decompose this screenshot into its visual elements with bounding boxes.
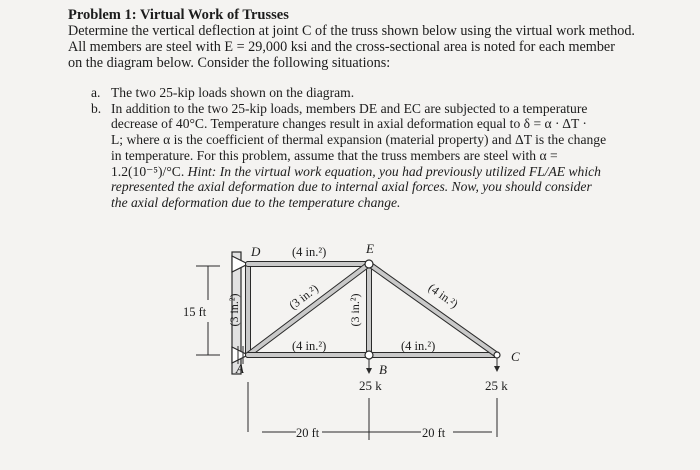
problem-title: Problem 1: Virtual Work of Trusses — [68, 7, 289, 23]
span-label-bc: 20 ft — [422, 426, 446, 440]
joint-b — [365, 351, 373, 359]
item-line: In addition to the two 25-kip loads, members DE and EC are subjected to a temperature — [111, 100, 588, 116]
area-label-ec: (4 in.²) — [425, 280, 461, 311]
hint-text: Hint: In the virtual work equation, you had previously utilized FL/AE which — [187, 163, 601, 179]
area-label-de: (4 in.²) — [292, 245, 327, 259]
item-line: The two 25-kip loads shown on the diagram. — [111, 85, 355, 100]
height-label: 15 ft — [183, 305, 207, 319]
alpha-value: 1.2(10⁻⁵)/°C. — [111, 163, 185, 179]
item-line: decrease of 40°C. Temperature changes result in axial deformation equal to δ = α · ΔT · — [111, 116, 587, 132]
load-label-b: 25 k — [359, 378, 382, 393]
area-label-ae: (3 in.²) — [286, 281, 321, 313]
item-line: L; where α is the coefficient of thermal expansion (material property) and ΔT is the change — [111, 132, 607, 148]
item-marker: b. — [91, 100, 102, 116]
span-label-ab: 20 ft — [296, 426, 320, 440]
joint-e — [365, 260, 373, 268]
joint-label-b: B — [379, 362, 387, 377]
joint-c — [494, 352, 500, 358]
area-label-bc: (4 in.²) — [401, 339, 436, 353]
load-label-c: 25 k — [485, 378, 508, 393]
joint-label-d: D — [251, 244, 261, 259]
joint-label-e: E — [366, 241, 374, 256]
hint-line: represented the axial deformation due to internal axial forces. Now, you should consider — [111, 179, 592, 195]
area-label-ad: (3 in.²) — [227, 293, 241, 327]
statement-line: on the diagram below. Consider the following situations: — [68, 54, 391, 71]
joint-label-a: A — [236, 361, 244, 376]
load-arrow-c — [494, 358, 500, 372]
statement-line: Determine the vertical deflection at joint C of the truss shown below using the virtual work method. — [68, 23, 635, 39]
truss-members — [248, 264, 497, 355]
hint-line: the axial deformation due to the temperature change. — [111, 194, 401, 210]
statement-line: All members are steel with E = 29,000 ksi and the cross-sectional area is noted for each member — [68, 38, 615, 55]
load-arrow-b — [366, 359, 372, 374]
area-label-ab: (4 in.²) — [292, 339, 327, 353]
area-label-eb: (3 in.²) — [348, 293, 362, 327]
item-line: in temperature. For this problem, assume that the truss members are steel with α = — [111, 147, 558, 163]
joint-label-c: C — [511, 349, 520, 364]
item-marker: a. — [91, 85, 101, 100]
